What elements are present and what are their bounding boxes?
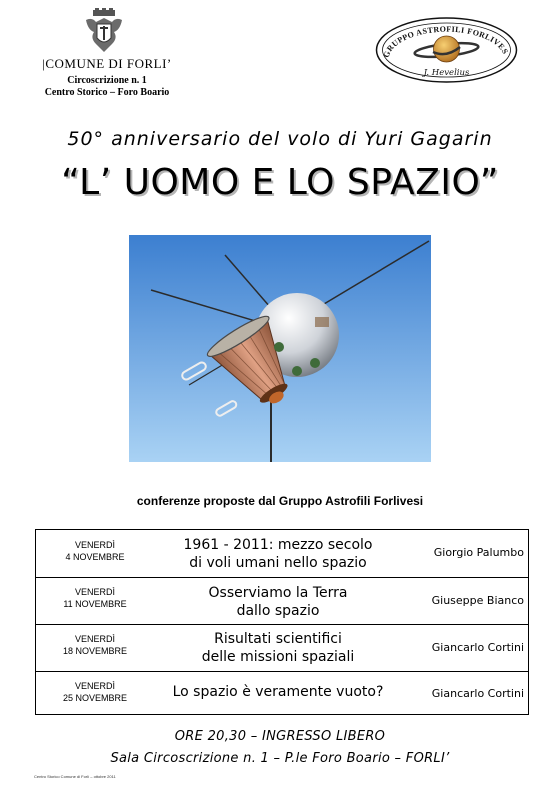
row-date-label: 25 NOVEMBRE	[62, 693, 128, 703]
row-topic	[154, 630, 402, 666]
table-row	[36, 530, 528, 578]
fineprint: Centro Storico Comune di Forlì – ottobre 2011	[34, 774, 116, 779]
centro-storico-label: Centro Storico – Foro Boario	[44, 87, 170, 98]
circoscrizione-label: Circoscrizione n. 1	[67, 75, 147, 86]
conferences-heading: conferenze proposte dal Gruppo Astrofili Forlivesi	[136, 494, 424, 508]
table-row	[36, 578, 528, 625]
row-topic	[154, 536, 402, 572]
row-date	[36, 586, 154, 610]
row-topic-line1: Lo spazio è veramente vuoto?	[172, 684, 384, 700]
row-date	[36, 539, 154, 563]
table-row	[36, 625, 528, 672]
row-speaker: Giuseppe Bianco	[431, 594, 524, 607]
row-date-label: 11 NOVEMBRE	[63, 599, 127, 609]
astrofili-logo	[375, 16, 518, 84]
row-date	[36, 680, 154, 704]
row-topic	[154, 683, 402, 701]
comune-header	[22, 56, 192, 98]
main-title: “L’ UOMO E LO SPAZIO”	[61, 162, 499, 203]
row-topic-line1: Osserviamo la Terra	[208, 585, 348, 601]
subtitle: 50° anniversario del volo di Yuri Gagarin	[67, 128, 493, 150]
comune-name: |COMUNE DI FORLI’	[42, 56, 172, 71]
row-day: VENERDÌ	[74, 634, 115, 644]
row-topic-line1: 1961 - 2011: mezzo secolo	[183, 537, 373, 553]
row-topic-line2: di voli umani nello spazio	[189, 555, 367, 571]
footer-venue: Sala Circoscrizione n. 1 – P.le Foro Boario – FORLI’	[110, 751, 450, 766]
row-date	[36, 633, 154, 657]
row-speaker: Giancarlo Cortini	[431, 687, 524, 700]
row-speaker: Giancarlo Cortini	[431, 641, 524, 654]
comune-crest-icon	[84, 8, 124, 56]
footer-time-entry: ORE 20,30 – INGRESSO LIBERO	[174, 729, 386, 744]
row-speaker: Giorgio Palumbo	[433, 546, 524, 559]
row-day: VENERDÌ	[74, 681, 115, 691]
row-day: VENERDÌ	[74, 587, 115, 597]
row-topic-line2: dallo spazio	[236, 603, 320, 619]
row-topic-line1: Risultati scientifici	[214, 631, 342, 647]
logo-ring-text: GRUPPO ASTROFILI FORLIVES	[381, 24, 510, 59]
table-row	[36, 672, 528, 714]
logo-signature: J. Hevelius	[423, 68, 470, 78]
row-day: VENERDÌ	[74, 540, 115, 550]
row-date-label: 18 NOVEMBRE	[62, 646, 128, 656]
vostok-capsule-photo	[129, 235, 431, 462]
row-topic-line2: delle missioni spaziali	[201, 649, 355, 665]
row-date-label: 4 NOVEMBRE	[65, 552, 125, 562]
row-topic	[154, 584, 402, 620]
conference-schedule-table	[35, 529, 529, 715]
